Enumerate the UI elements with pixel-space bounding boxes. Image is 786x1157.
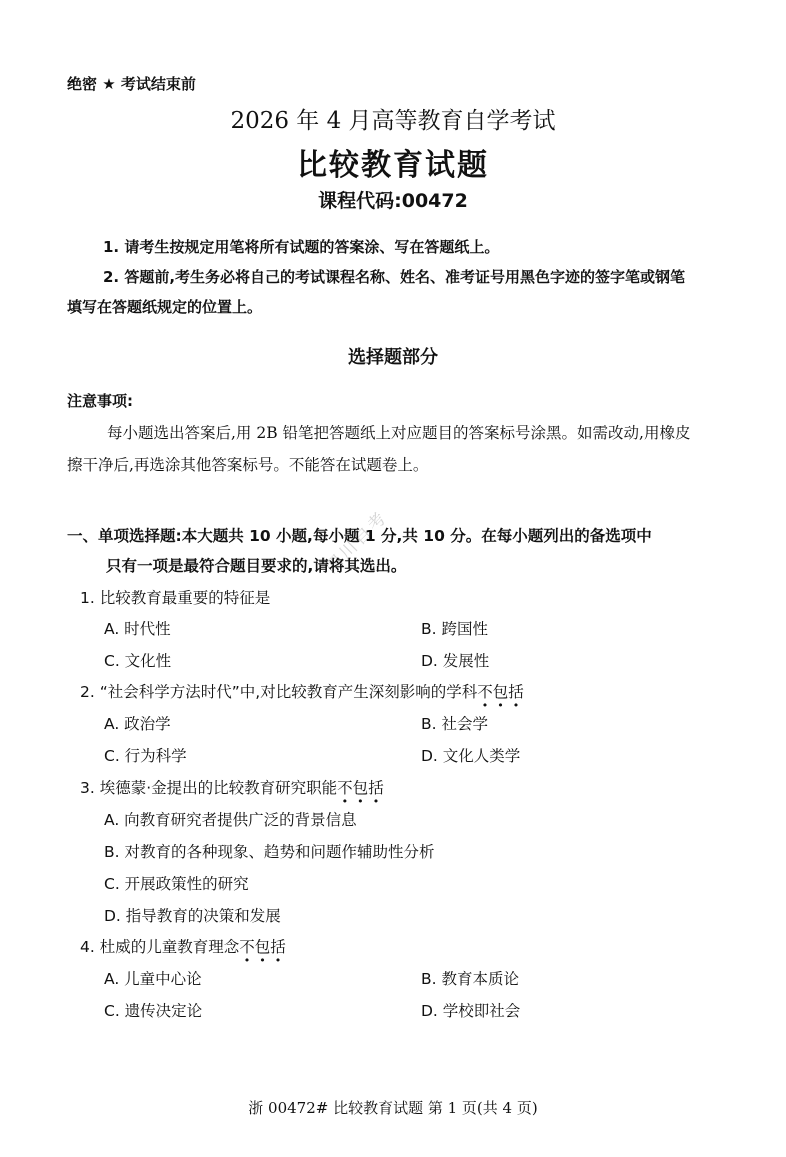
question-3-stem bbox=[80, 776, 384, 798]
watermark: 四川自考 bbox=[321, 506, 393, 578]
question-3-option-a: A. 向教育研究者提供广泛的背景信息 bbox=[104, 811, 357, 829]
emphasis-char: 包 bbox=[352, 779, 369, 797]
emphasis-char: 包 bbox=[492, 683, 509, 701]
emphasis-char: 括 bbox=[508, 683, 524, 701]
emphasis-char: 不 bbox=[477, 683, 493, 701]
subject-title: 比较教育试题 bbox=[297, 148, 489, 183]
question-3-option-d: D. 指导教育的决策和发展 bbox=[104, 907, 281, 925]
question-4-stem-text: 4. 杜威的儿童教育理念 bbox=[80, 938, 240, 956]
question-2-option-a: A. 政治学 bbox=[104, 715, 171, 733]
question-2-option-b: B. 社会学 bbox=[421, 715, 488, 733]
notice-line1: 每小题选出答案后,用 2B 铅笔把答题纸上对应题目的答案标号涂黑。如需改动,用橡皮 bbox=[107, 424, 691, 442]
question-4-option-a: A. 儿童中心论 bbox=[104, 970, 202, 988]
emphasis-char: 不 bbox=[239, 938, 255, 956]
question-4-option-d: D. 学校即社会 bbox=[421, 1002, 521, 1020]
emphasis-char: 括 bbox=[270, 938, 286, 956]
emphasis-char: 包 bbox=[254, 938, 271, 956]
emphasis-char: 括 bbox=[368, 779, 384, 797]
question-1-option-a: A. 时代性 bbox=[104, 620, 171, 638]
question-2-stem-text: 2. “社会科学方法时代”中,对比较教育产生深刻影响的学科 bbox=[80, 683, 478, 701]
question-4-option-c: C. 遗传决定论 bbox=[104, 1002, 203, 1020]
question-4-option-b: B. 教育本质论 bbox=[421, 970, 519, 988]
question-3-option-b: B. 对教育的各种现象、趋势和问题作辅助性分析 bbox=[104, 843, 435, 861]
notice-line2: 擦干净后,再选涂其他答案标号。不能答在试题卷上。 bbox=[67, 456, 429, 474]
question-3-option-c: C. 开展政策性的研究 bbox=[104, 875, 249, 893]
page-footer: 浙 00472# 比较教育试题 第 1 页(共 4 页) bbox=[248, 1099, 538, 1117]
part1-heading-line2: 只有一项是最符合题目要求的,请将其选出。 bbox=[106, 557, 407, 575]
question-2-stem bbox=[80, 680, 524, 702]
question-3-stem-text: 3. 埃德蒙·金提出的比较教育研究职能 bbox=[80, 779, 338, 797]
question-2-option-d: D. 文化人类学 bbox=[421, 747, 521, 765]
instruction-2-line2: 填写在答题纸规定的位置上。 bbox=[67, 298, 263, 316]
exam-name: 2026 年 4 月高等教育自学考试 bbox=[230, 108, 556, 134]
question-1-stem: 1. 比较教育最重要的特征是 bbox=[80, 589, 271, 607]
question-1-option-c: C. 文化性 bbox=[104, 652, 172, 670]
emphasis-char: 不 bbox=[337, 779, 353, 797]
instruction-2-line1: 2. 答题前,考生务必将自己的考试课程名称、姓名、准考证号用黑色字迹的签字笔或钢笔 bbox=[103, 268, 686, 286]
question-1-option-b: B. 跨国性 bbox=[421, 620, 488, 638]
part1-heading-line1: 一、单项选择题:本大题共 10 小题,每小题 1 分,共 10 分。在每小题列出的备选项中 bbox=[67, 527, 652, 545]
instruction-1: 1. 请考生按规定用笔将所有试题的答案涂、写在答题纸上。 bbox=[103, 238, 500, 256]
confidential-label: 绝密 ★ 考试结束前 bbox=[67, 75, 196, 93]
section-title: 选择题部分 bbox=[348, 347, 438, 368]
course-code: 课程代码:00472 bbox=[318, 190, 468, 212]
question-1-option-d: D. 发展性 bbox=[421, 652, 490, 670]
question-4-stem bbox=[80, 935, 286, 957]
question-2-option-c: C. 行为科学 bbox=[104, 747, 187, 765]
notice-heading: 注意事项: bbox=[67, 392, 133, 410]
